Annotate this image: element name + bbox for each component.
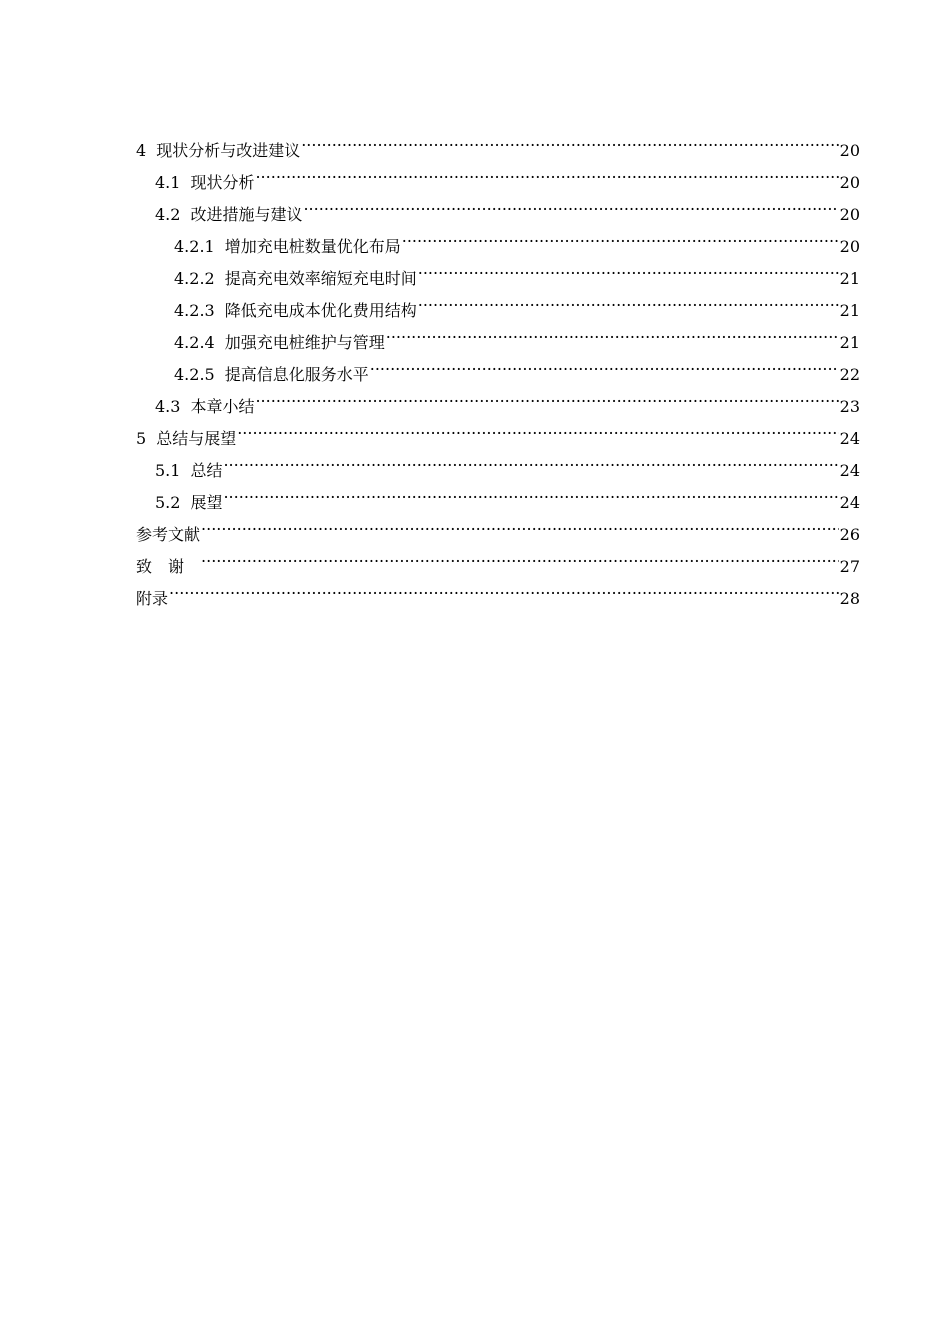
dot-leader bbox=[301, 124, 838, 156]
toc-entry-number: 4.2.1 bbox=[174, 237, 215, 256]
toc-entry-references[interactable] bbox=[136, 508, 860, 544]
dot-leader bbox=[201, 508, 839, 540]
toc-entry-title: 改进措施与建议 bbox=[190, 205, 303, 224]
dot-leader bbox=[255, 156, 838, 188]
toc-entry-5-1[interactable] bbox=[136, 444, 860, 480]
toc-entry-title: 附录 bbox=[136, 589, 169, 608]
toc-entry-page: 21 bbox=[839, 301, 860, 320]
toc-entry-page: 21 bbox=[839, 269, 860, 288]
toc-entry-title: 致谢 bbox=[136, 557, 201, 576]
table-of-contents bbox=[136, 124, 860, 608]
dot-leader bbox=[370, 348, 839, 380]
toc-entry-number: 4.2.3 bbox=[174, 301, 215, 320]
toc-entry-title: 加强充电桩维护与管理 bbox=[224, 333, 385, 352]
toc-entry-number: 4.2.4 bbox=[174, 333, 215, 352]
toc-entry-page: 28 bbox=[839, 589, 860, 608]
dot-leader bbox=[223, 476, 838, 508]
toc-entry-number: 5 bbox=[136, 429, 147, 448]
toc-entry-appendix[interactable] bbox=[136, 572, 860, 608]
toc-entry-page: 22 bbox=[839, 365, 860, 384]
toc-entry-page: 24 bbox=[839, 461, 860, 480]
toc-entry-5[interactable] bbox=[136, 412, 860, 448]
toc-entry-number: 4.2.2 bbox=[174, 269, 215, 288]
toc-entry-number: 4.1 bbox=[155, 173, 181, 192]
toc-entry-title: 总结 bbox=[190, 461, 223, 480]
dot-leader bbox=[303, 188, 838, 220]
dot-leader bbox=[402, 220, 839, 252]
toc-entry-number: 4.2.5 bbox=[174, 365, 215, 384]
toc-entry-title: 现状分析 bbox=[190, 173, 255, 192]
toc-entry-page: 24 bbox=[839, 429, 860, 448]
toc-entry-page: 20 bbox=[839, 141, 860, 160]
toc-entry-number: 5.2 bbox=[155, 493, 181, 512]
toc-entry-page: 23 bbox=[839, 397, 860, 416]
toc-entry-page: 20 bbox=[839, 237, 860, 256]
toc-entry-acknowledgements[interactable] bbox=[136, 540, 860, 576]
toc-entry-page: 20 bbox=[839, 173, 860, 192]
toc-entry-4[interactable] bbox=[136, 124, 860, 160]
toc-entry-title: 提高信息化服务水平 bbox=[224, 365, 369, 384]
toc-entry-page: 20 bbox=[839, 205, 860, 224]
toc-entry-page: 24 bbox=[839, 493, 860, 512]
toc-entry-title: 本章小结 bbox=[190, 397, 255, 416]
toc-entry-title: 展望 bbox=[190, 493, 223, 512]
toc-entry-number: 4 bbox=[136, 141, 147, 160]
dot-leader bbox=[223, 444, 838, 476]
dot-leader bbox=[418, 252, 839, 284]
dot-leader bbox=[237, 412, 838, 444]
toc-entry-title: 增加充电桩数量优化布局 bbox=[224, 237, 401, 256]
toc-entry-number: 4.2 bbox=[155, 205, 181, 224]
toc-entry-title: 提高充电效率缩短充电时间 bbox=[224, 269, 417, 288]
toc-entry-title: 现状分析与改进建议 bbox=[156, 141, 301, 160]
dot-leader bbox=[418, 284, 839, 316]
dot-leader bbox=[169, 572, 839, 604]
toc-entry-page: 26 bbox=[839, 525, 860, 544]
dot-leader bbox=[255, 380, 838, 412]
toc-entry-title: 降低充电成本优化费用结构 bbox=[224, 301, 417, 320]
toc-entry-title: 参考文献 bbox=[136, 525, 201, 544]
toc-entry-5-2[interactable] bbox=[136, 476, 860, 512]
toc-entry-page: 21 bbox=[839, 333, 860, 352]
toc-entry-title: 总结与展望 bbox=[156, 429, 237, 448]
dot-leader bbox=[201, 540, 839, 572]
dot-leader bbox=[386, 316, 839, 348]
toc-entry-page: 27 bbox=[839, 557, 860, 576]
toc-entry-number: 5.1 bbox=[155, 461, 181, 480]
toc-entry-number: 4.3 bbox=[155, 397, 181, 416]
